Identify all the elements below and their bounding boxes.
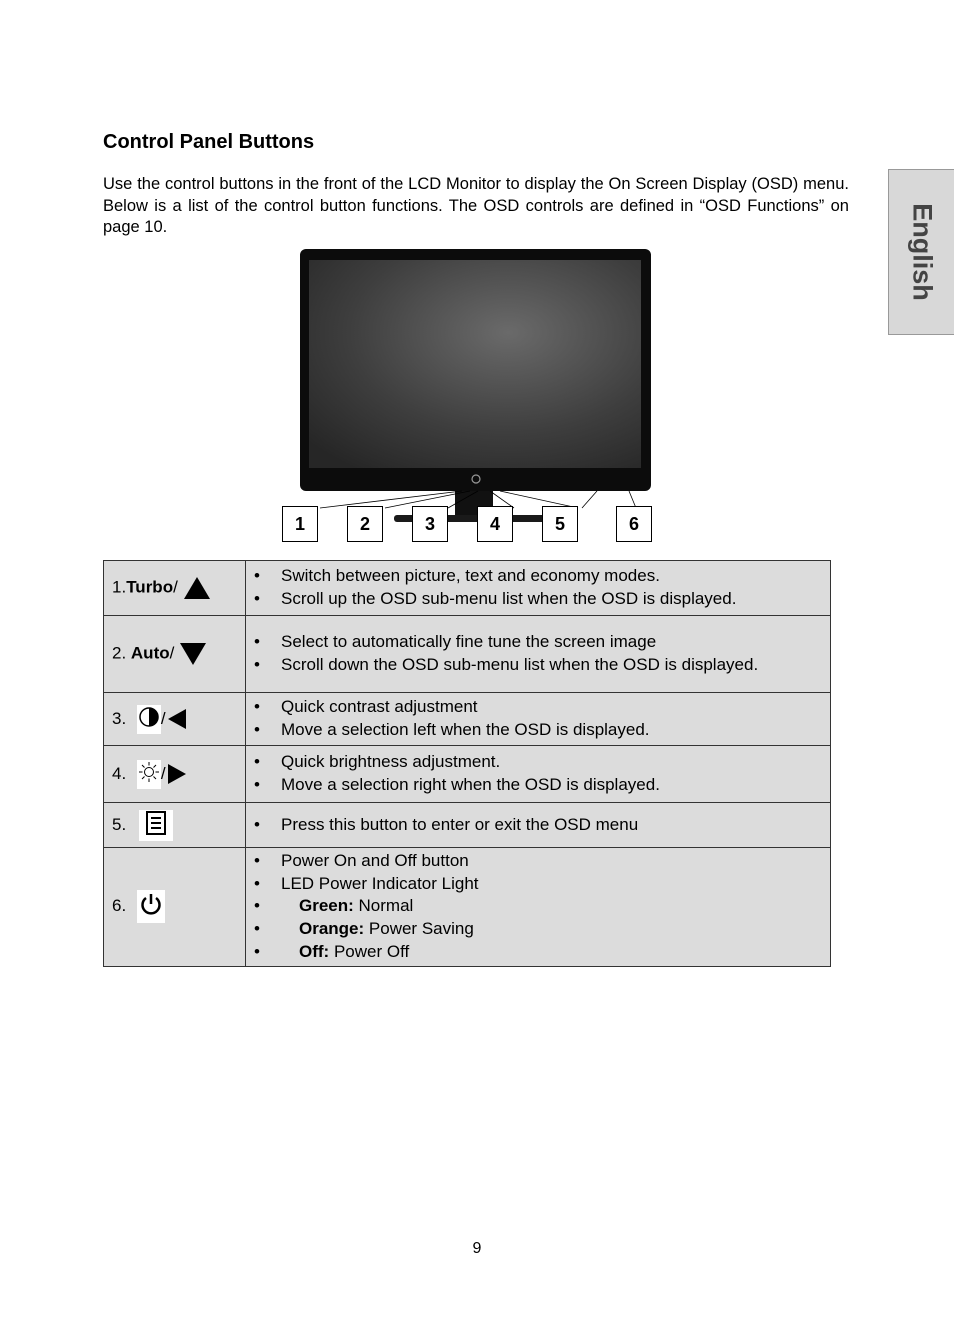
callout-5: 5	[542, 506, 578, 542]
led-state-label: Orange:	[299, 919, 365, 939]
led-state-off	[252, 941, 824, 964]
control-buttons-table	[103, 560, 831, 967]
row-number: 3.	[112, 708, 127, 728]
list-item: • Quick brightness adjustment.	[252, 751, 824, 774]
table-row	[104, 803, 831, 848]
list-item: • Move a selection right when the OSD is displayed.	[252, 774, 824, 797]
description-cell	[246, 616, 831, 693]
contrast-icon	[137, 705, 161, 734]
button-name: Auto	[130, 643, 170, 663]
led-state-label: Green:	[299, 896, 354, 916]
callout-3: 3	[412, 506, 448, 542]
list-item: • Move a selection left when the OSD is displayed.	[252, 719, 824, 742]
row-number: 4.	[112, 763, 127, 783]
menu-icon	[139, 810, 173, 841]
description-cell	[246, 803, 831, 848]
button-cell	[104, 616, 246, 693]
brightness-icon	[137, 760, 161, 789]
button-cell	[104, 848, 246, 967]
power-icon	[137, 890, 165, 923]
page-number: 9	[472, 1240, 482, 1257]
led-state-label: Off:	[299, 941, 330, 961]
language-tab-label: English	[907, 203, 937, 301]
row-number: 1.	[112, 577, 127, 597]
intro-paragraph: Use the control buttons in the front of the LCD Monitor to display the On Screen Display (OSD) menu. Below is a list of the control button functions. The OSD controls are defined in “OSD Functions” on page 10.	[103, 175, 849, 236]
button-cell	[104, 561, 246, 616]
led-state-green	[252, 895, 824, 918]
button-cell	[104, 693, 246, 746]
table-row	[104, 848, 831, 967]
list-item: • Select to automatically fine tune the screen image	[252, 631, 824, 654]
callout-2: 2	[347, 506, 383, 542]
table-row	[104, 746, 831, 803]
table-row	[104, 561, 831, 616]
description-cell	[246, 693, 831, 746]
list-item: • Press this button to enter or exit the OSD menu	[252, 814, 824, 837]
slash: /	[160, 708, 166, 728]
button-cell	[104, 746, 246, 803]
list-item: • Quick contrast adjustment	[252, 696, 824, 719]
list-item: • Power On and Off button	[252, 850, 824, 873]
row-number: 6.	[112, 896, 127, 916]
table-row	[104, 693, 831, 746]
list-item: • Switch between picture, text and economy modes.	[252, 565, 824, 588]
triangle-right-icon	[166, 762, 188, 786]
monitor-illustration	[0, 0, 954, 560]
list-item: • Scroll up the OSD sub-menu list when the OSD is displayed.	[252, 588, 824, 611]
slash: /	[173, 577, 178, 597]
led-state-orange	[252, 918, 824, 941]
list-item: • Scroll down the OSD sub-menu list when the OSD is displayed.	[252, 654, 824, 677]
led-state-text: Power Off	[329, 941, 410, 961]
button-name: Turbo	[126, 577, 174, 597]
button-cell	[104, 803, 246, 848]
description-cell	[246, 561, 831, 616]
callout-6: 6	[616, 506, 652, 542]
triangle-up-icon	[183, 575, 211, 601]
slash: /	[160, 763, 166, 783]
slash: /	[169, 643, 175, 663]
callout-1: 1	[282, 506, 318, 542]
row-number: 5.	[112, 814, 127, 834]
led-state-text: Power Saving	[364, 919, 474, 939]
callout-4: 4	[477, 506, 513, 542]
description-cell	[246, 746, 831, 803]
table-row	[104, 616, 831, 693]
triangle-down-icon	[179, 641, 207, 667]
list-item: • LED Power Indicator Light	[252, 873, 824, 896]
description-cell	[246, 848, 831, 967]
page-title: Control Panel Buttons	[103, 131, 315, 153]
triangle-left-icon	[166, 707, 188, 731]
row-number: 2.	[112, 643, 131, 663]
led-state-text: Normal	[353, 896, 414, 916]
